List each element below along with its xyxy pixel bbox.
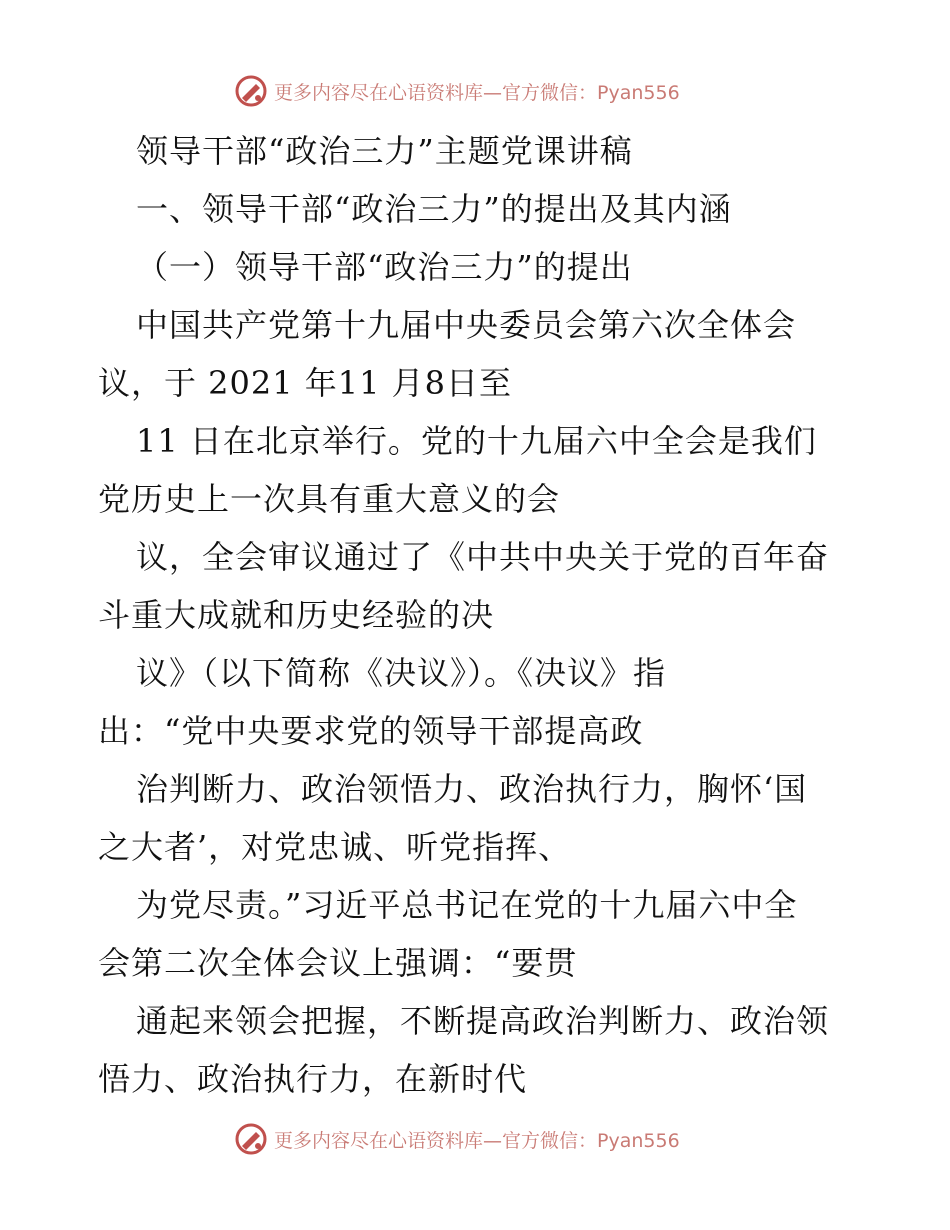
text-line: 斗重大成就和历史经验的决	[98, 596, 495, 634]
text-line: 党历史上一次具有重大意义的会	[98, 480, 561, 518]
logo-icon	[234, 1122, 268, 1156]
text-line: 会第二次全体会议上强调：“要贯	[98, 944, 578, 982]
text-line: 议，全会审议通过了《中共中央关于党的百年奋	[136, 538, 830, 576]
text-line: 悟力、政治执行力，在新时代	[98, 1060, 528, 1098]
text-line: 为党尽责。”习近平总书记在党的十九届六中全	[136, 886, 798, 924]
document-body	[98, 122, 858, 1108]
text-line: 治判断力、政治领悟力、政治执行力，胸怀‘国	[136, 770, 808, 808]
text-line: （一）领导干部“政治三力”的提出	[136, 248, 633, 286]
text-line: 之大者’，对党忠诚、听党指挥、	[98, 828, 572, 866]
footer-watermark	[234, 1122, 680, 1156]
text-line: 出：“党中央要求党的领导干部提高政	[98, 712, 644, 750]
text-line: 中国共产党第十九届中央委员会第六次全体会	[136, 306, 797, 344]
watermark-text: 更多内容尽在心语资料库—官方微信：Pyan556	[274, 81, 680, 104]
text-line: 11 日在北京举行。党的十九届六中全会是我们	[136, 422, 817, 460]
header-watermark	[234, 74, 680, 108]
text-line: 一、领导干部“政治三力”的提出及其内涵	[136, 190, 732, 228]
logo-icon	[234, 74, 268, 108]
text-line: 领导干部“政治三力”主题党课讲稿	[136, 132, 633, 170]
text-line: 议》（以下简称《决议》）。《决议》指	[136, 654, 667, 692]
text-line: 通起来领会把握，不断提高政治判断力、政治领	[136, 1002, 830, 1040]
watermark-text: 更多内容尽在心语资料库—官方微信：Pyan556	[274, 1129, 680, 1152]
text-line: 议，于 2021 年11 月8日至	[98, 364, 513, 402]
